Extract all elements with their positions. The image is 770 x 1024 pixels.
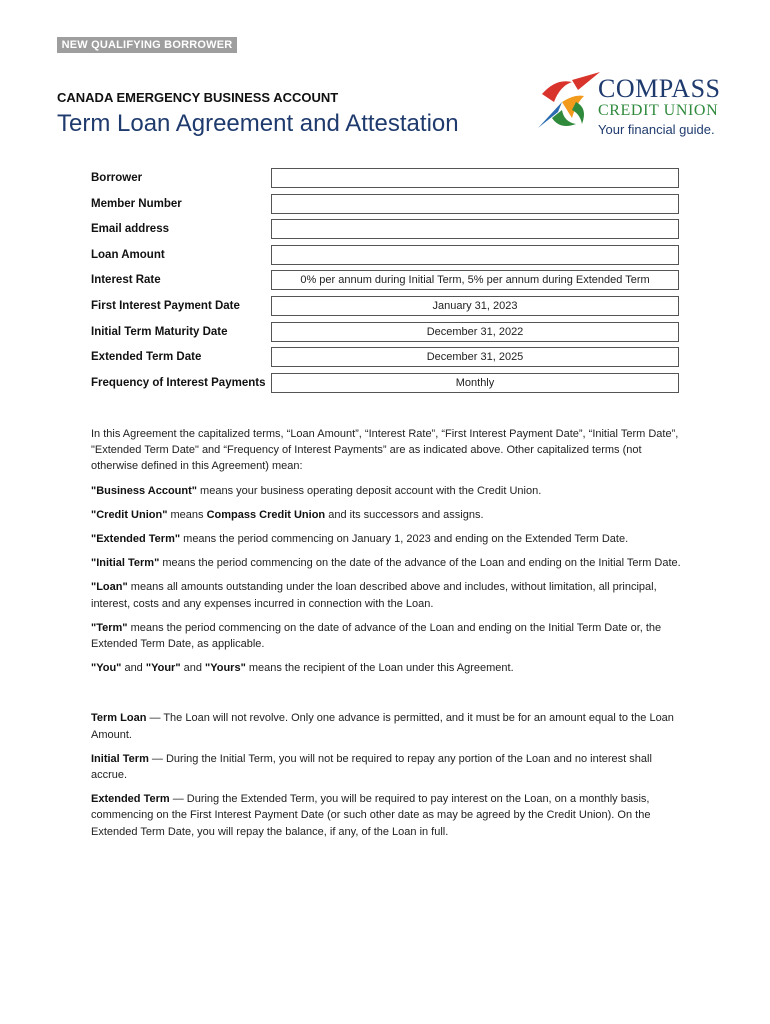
definition-text: means the period commencing on the date of advance of the Loan and ending on the Initial Term Date or, the Extended Term Date, as applicable.	[91, 621, 662, 651]
clause-initial-term	[91, 751, 681, 783]
field-row-borrower	[91, 168, 681, 194]
field-row-email	[91, 219, 681, 245]
defined-term: "Loan"	[91, 581, 128, 594]
definition-business-account	[91, 483, 681, 499]
definition-text: means	[167, 508, 207, 521]
defined-term: "Yours"	[205, 662, 246, 675]
agreement-body	[91, 426, 681, 848]
intro-paragraph: In this Agreement the capitalized terms, “Loan Amount”, “Interest Rate”, “First Interest Payment Date”, “Initial Term Date”, "Extended Term Date" and “Frequency of Interest Payments” are as indicated above. Other capitalized terms (not otherwise defined in this Agreement) mean:	[91, 428, 679, 473]
definition-text: means the period commencing on the date of the advance of the Loan and ending on the Initial Term Date.	[159, 557, 681, 570]
defined-term: Compass Credit Union	[206, 508, 326, 521]
field-label: Member Number	[91, 197, 182, 210]
clause-text: — During the Extended Term, you will be required to pay interest on the Loan, on a monthly basis, commencing on the First Interest Payment Date (or such other date as may be agreed by the Credit Union). On the Extended Term Date, you will repay the balance, if any, of the Loan in full.	[91, 793, 651, 838]
first-payment-date-field: January 31, 2023	[271, 296, 679, 316]
compass-logo	[532, 72, 732, 142]
definition-you	[91, 660, 681, 676]
defined-term: "Extended Term"	[91, 533, 181, 546]
initial-term-maturity-field: December 31, 2022	[271, 322, 679, 342]
definition-text: means your business operating deposit account with the Credit Union.	[197, 484, 542, 497]
definition-text: and	[121, 662, 146, 675]
definition-loan	[91, 579, 681, 611]
field-label: Initial Term Maturity Date	[91, 325, 228, 338]
field-row-extended-term-date	[91, 347, 681, 373]
defined-term: "You"	[91, 662, 122, 675]
compass-logo-icon	[532, 72, 602, 134]
definition-text: and	[180, 662, 205, 675]
field-label: Frequency of Interest Payments	[91, 376, 266, 389]
definition-text: means the recipient of the Loan under this Agreement.	[245, 662, 514, 675]
form-type-banner: NEW QUALIFYING BORROWER	[57, 37, 237, 53]
field-label: Interest Rate	[91, 274, 161, 287]
field-label: Borrower	[91, 172, 143, 184]
clause-text: — The Loan will not revolve. Only one advance is permitted, and it must be for an amount equal to the Loan Amount.	[91, 712, 674, 741]
document-title: Term Loan Agreement and Attestation	[57, 110, 459, 137]
definition-text: means all amounts outstanding under the loan described above and includes, without limitation, all principal, interest, costs and any expenses incurred in connection with the Loan.	[91, 581, 657, 610]
definition-credit-union	[91, 507, 681, 523]
field-row-loan-amount	[91, 245, 681, 271]
definition-text: means the period commencing on January 1, 2023 and ending on the Extended Term Date.	[180, 533, 629, 546]
clause-heading: Initial Term	[91, 752, 149, 765]
definition-term	[91, 620, 681, 652]
defined-term: "Initial Term"	[91, 557, 160, 570]
member-number-field[interactable]	[271, 194, 679, 214]
loan-details-fields	[91, 168, 681, 398]
extended-term-date-field: December 31, 2025	[271, 347, 679, 367]
field-row-interest-rate	[91, 270, 681, 296]
definition-text: and its successors and assigns.	[325, 508, 484, 521]
email-field[interactable]	[271, 219, 679, 239]
interest-rate-field: 0% per annum during Initial Term, 5% per annum during Extended Term	[271, 270, 679, 290]
defined-term: "Business Account"	[91, 484, 197, 497]
logo-brand-subtitle: CREDIT UNION	[598, 102, 719, 119]
defined-term: "Credit Union"	[91, 508, 168, 521]
borrower-field[interactable]	[271, 168, 679, 188]
field-label: First Interest Payment Date	[91, 299, 240, 312]
clause-text: — During the Initial Term, you will not be required to repay any portion of the Loan and no interest shall accrue.	[91, 752, 652, 782]
defined-term: "Your"	[145, 662, 181, 675]
logo-brand-name: COMPASS	[598, 74, 721, 103]
payment-frequency-field: Monthly	[271, 373, 679, 393]
field-row-first-payment-date	[91, 296, 681, 322]
clause-extended-term	[91, 791, 681, 840]
logo-tagline: Your financial guide.	[598, 122, 715, 137]
field-label: Loan Amount	[91, 248, 165, 261]
field-label: Extended Term Date	[91, 351, 202, 364]
field-row-payment-frequency	[91, 373, 681, 399]
field-row-initial-term-maturity	[91, 322, 681, 348]
program-name: CANADA EMERGENCY BUSINESS ACCOUNT	[57, 90, 339, 105]
field-label: Email address	[91, 223, 169, 236]
loan-amount-field[interactable]	[271, 245, 679, 265]
clause-term-loan	[91, 710, 681, 742]
definition-initial-term	[91, 555, 681, 571]
field-row-member-number	[91, 194, 681, 220]
clause-heading: Extended Term	[91, 793, 170, 806]
clause-heading: Term Loan	[91, 712, 147, 725]
definition-extended-term	[91, 531, 681, 547]
defined-term: "Term"	[91, 621, 128, 634]
